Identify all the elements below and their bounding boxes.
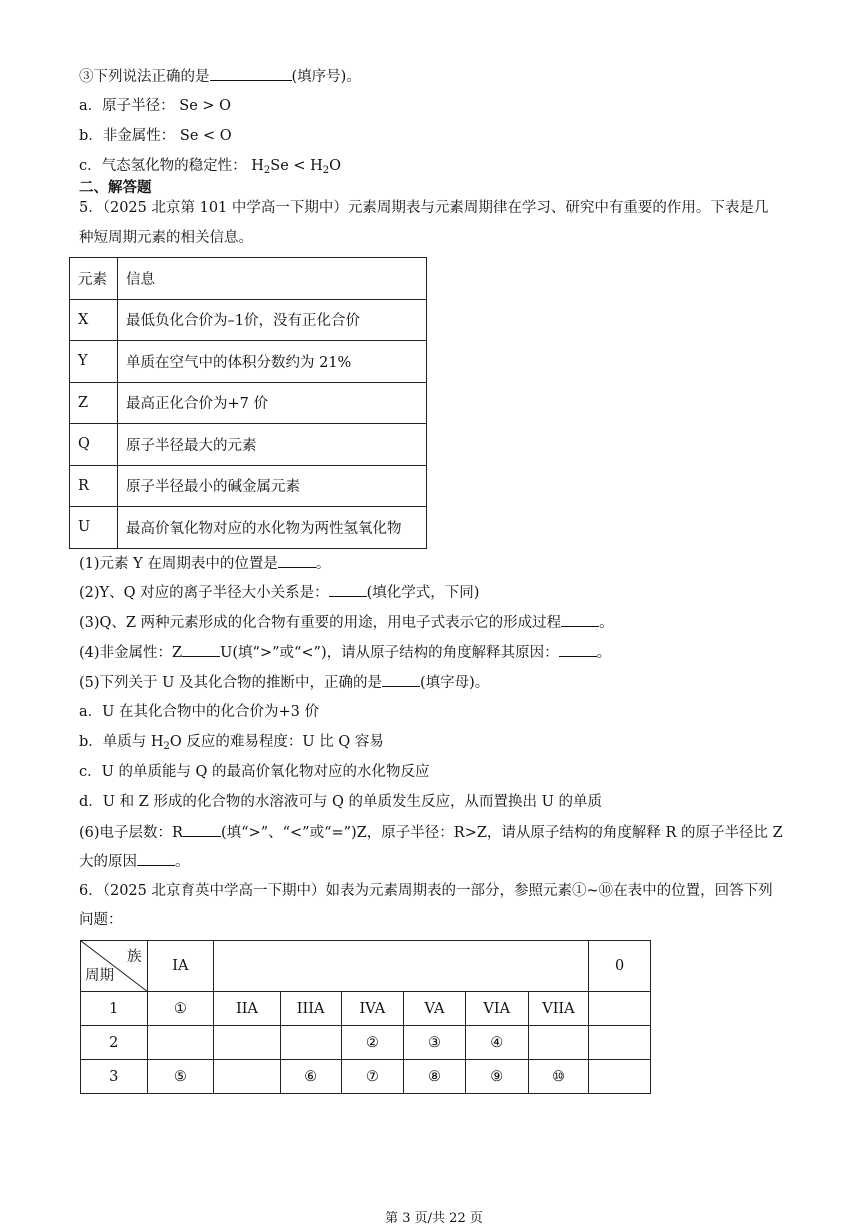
table-header-row <box>70 258 427 300</box>
question-text: 。 <box>315 556 331 572</box>
header-empty-span <box>214 941 589 992</box>
question-text: U(填“>”或“<”)，请从原子结构的角度解释其原因： <box>220 645 559 661</box>
q4-stem-suffix: (填序号)。 <box>291 69 361 85</box>
cell-info: 原子半径最大的元素 <box>118 424 427 466</box>
option-text: O 反应的难易程度：U 比 Q 容易 <box>169 734 384 750</box>
answer-blank[interactable] <box>182 642 220 657</box>
question-text: 。 <box>599 615 614 631</box>
q5-part3 <box>79 612 614 633</box>
answer-blank[interactable] <box>137 851 175 866</box>
question-text: (5)下列关于 U 及其化合物的推断中，正确的是 <box>79 675 382 691</box>
q4-option-b <box>79 126 232 146</box>
page-footer: 第 3 页/共 22 页 <box>385 1211 483 1226</box>
q4-stem-text: ③下列说法正确的是 <box>79 69 210 85</box>
q4-stem <box>79 66 361 87</box>
element-info-table <box>69 257 427 549</box>
q5-part6-cont <box>79 851 190 872</box>
table-row <box>81 992 651 1026</box>
cell-element: Q <box>70 424 118 466</box>
q5-part2 <box>79 582 479 603</box>
option-label: a．原子半径： <box>79 98 175 114</box>
group-0-header: 0 <box>589 941 651 992</box>
cell-element: Y <box>70 341 118 383</box>
cell-element: U <box>70 507 118 549</box>
q5-part1 <box>79 553 330 574</box>
option-text: b．单质与 H <box>79 734 164 750</box>
q5-option-b <box>79 732 384 752</box>
q5-part4 <box>79 642 611 663</box>
table-cell: VA <box>404 992 466 1026</box>
table-cell <box>214 1060 281 1094</box>
answer-blank[interactable] <box>559 642 597 657</box>
table-row <box>70 299 427 341</box>
question-text: (4)非金属性：Z <box>79 645 183 661</box>
question-text: (填字母)。 <box>419 675 490 691</box>
q4-option-a <box>79 96 231 116</box>
table-cell: ⑩ <box>528 1060 589 1094</box>
table-cell: VIA <box>465 992 528 1026</box>
table-cell <box>589 1026 651 1060</box>
table-cell: ⑧ <box>404 1060 466 1094</box>
header-element: 元素 <box>70 258 118 300</box>
cell-info: 单质在空气中的体积分数约为 21% <box>118 341 427 383</box>
q5-option-c: c．U 的单质能与 Q 的最高价氧化物对应的水化物反应 <box>79 764 430 780</box>
formula-sub: 2 <box>322 165 330 176</box>
period-label: 1 <box>81 992 148 1026</box>
q5-intro-line2: 种短周期元素的相关信息。 <box>79 230 253 246</box>
table-cell: ⑥ <box>280 1060 341 1094</box>
formula-sub: 2 <box>263 165 271 176</box>
answer-blank[interactable] <box>278 553 316 568</box>
q6-intro-line1: 6．（2025 北京育英中学高一下期中）如表为元素周期表的一部分，参照元素①~⑩在表中的位置，回答下列 <box>79 883 773 899</box>
table-cell: ⑦ <box>341 1060 404 1094</box>
cell-element: Z <box>70 382 118 424</box>
table-cell <box>589 992 651 1026</box>
table-cell: IVA <box>341 992 404 1026</box>
group-IA-header: IA <box>147 941 214 992</box>
answer-blank[interactable] <box>210 66 292 81</box>
table-row <box>70 465 427 507</box>
table-cell: ② <box>341 1026 404 1060</box>
answer-blank[interactable] <box>183 822 221 837</box>
table-cell: ① <box>147 992 214 1026</box>
question-text: (填化学式，下同) <box>366 585 480 601</box>
table-row <box>70 507 427 549</box>
table-cell: VIIA <box>528 992 589 1026</box>
option-expr: Se > O <box>179 98 232 114</box>
table-cell: ④ <box>465 1026 528 1060</box>
q5-option-d: d．U 和 Z 形成的化合物的水溶液可与 Q 的单质发生反应，从而置换出 U 的单质 <box>79 794 602 810</box>
table-header-row <box>81 941 651 992</box>
cell-info: 最高价氧化物对应的水化物为两性氢氧化物 <box>118 507 427 549</box>
q5-option-a: a．U 在其化合物中的化合价为+3 价 <box>79 704 319 720</box>
q6-intro-line2: 问题： <box>79 912 123 928</box>
cell-info: 最低负化合价为–1价，没有正化合价 <box>118 299 427 341</box>
table-cell <box>589 1060 651 1094</box>
answer-blank[interactable] <box>382 672 420 687</box>
period-label: 2 <box>81 1026 148 1060</box>
question-text: (6)电子层数：R <box>79 825 183 841</box>
cell-info: 原子半径最小的碱金属元素 <box>118 465 427 507</box>
question-text: 。 <box>596 645 612 661</box>
cell-element: R <box>70 465 118 507</box>
table-cell <box>214 1026 281 1060</box>
table-cell <box>280 1026 341 1060</box>
corner-group-label: 族 <box>127 949 142 965</box>
table-row <box>70 424 427 466</box>
question-text: 。 <box>175 854 190 870</box>
table-cell: IIA <box>214 992 281 1026</box>
table-row <box>81 1026 651 1060</box>
q5-part5 <box>79 672 489 693</box>
formula-part: H <box>251 158 264 174</box>
table-cell: IIIA <box>280 992 341 1026</box>
table-cell: ⑤ <box>147 1060 214 1094</box>
formula-part: O <box>329 158 342 174</box>
option-label: b．非金属性： <box>79 128 176 144</box>
table-cell: ③ <box>404 1026 466 1060</box>
question-text: 大的原因 <box>79 854 137 870</box>
header-info: 信息 <box>118 258 427 300</box>
option-expr: Se < O <box>179 128 232 144</box>
corner-period-label: 周期 <box>85 968 114 984</box>
periodic-table-fragment <box>80 940 651 1094</box>
table-cell: ⑨ <box>465 1060 528 1094</box>
table-cell <box>528 1026 589 1060</box>
table-cell <box>147 1026 214 1060</box>
option-label: c．气态氢化物的稳定性： <box>79 158 247 174</box>
answer-blank[interactable] <box>329 582 367 597</box>
question-text: (3)Q、Z 两种元素形成的化合物有重要的用途，用电子式表示它的形成过程 <box>79 615 562 631</box>
q4-option-c <box>79 156 341 176</box>
formula-sub: 2 <box>163 741 170 752</box>
section-title: 二、解答题 <box>79 179 152 196</box>
cell-info: 最高正化合价为+7 价 <box>118 382 427 424</box>
answer-blank[interactable] <box>561 612 599 627</box>
formula-part: Se < H <box>270 158 323 174</box>
table-row <box>70 382 427 424</box>
cell-element: X <box>70 299 118 341</box>
q5-part6 <box>79 822 783 843</box>
corner-cell <box>81 941 148 992</box>
period-label: 3 <box>81 1060 148 1094</box>
table-row <box>81 1060 651 1094</box>
question-text: (2)Y、Q 对应的离子半径大小关系是： <box>79 585 329 601</box>
table-row <box>70 341 427 383</box>
question-text: (1)元素 Y 在周期表中的位置是 <box>79 556 278 572</box>
question-text: (填“>”、“<”或“=”)Z，原子半径：R>Z，请从原子结构的角度解释 R 的原子半径比 Z <box>220 825 783 841</box>
q5-intro-line1: 5．（2025 北京第 101 中学高一下期中）元素周期表与元素周期律在学习、研究中有重要的作用。下表是几 <box>79 200 769 216</box>
